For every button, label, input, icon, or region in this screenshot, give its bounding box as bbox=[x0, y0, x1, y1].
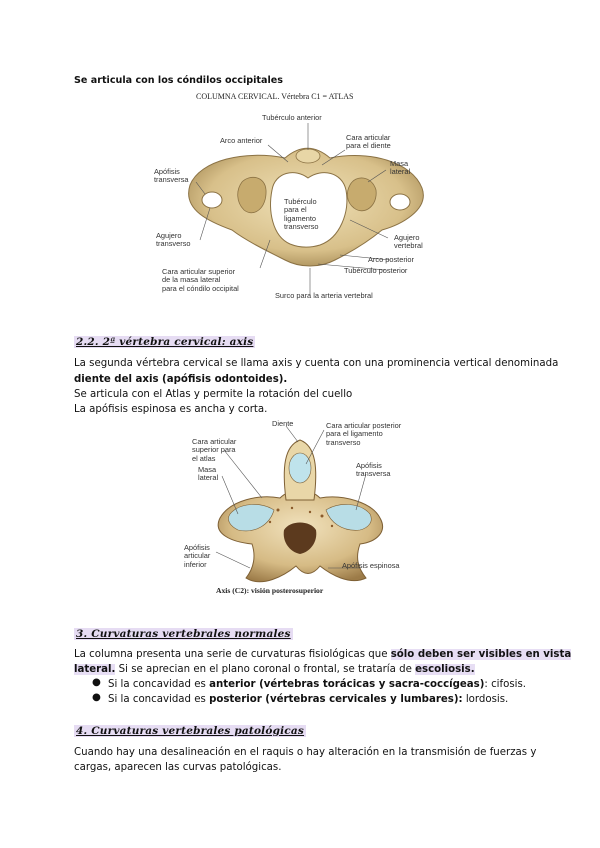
label-cara-articular-superior: Cara articular superior de la masa lateral para el cóndilo occipital bbox=[162, 267, 239, 293]
section-3-p1: La columna presenta una serie de curvaturas fisiológicas que sólo deben ser visibles en vista bbox=[74, 649, 572, 660]
atlas-figure-title: COLUMNA CERVICAL. Vértebra C1 = ATLAS bbox=[196, 92, 354, 101]
section-3-heading: 3. Curvaturas vertebrales normales bbox=[76, 628, 291, 640]
label-tuberculo-posterior: Tubérculo posterior bbox=[344, 266, 408, 275]
intro-line: Se articula con los cóndilos occipitales bbox=[74, 75, 284, 86]
section-2-2-p1a: La segunda vértebra cervical se llama axis y cuenta con una prominencia vertical denominada bbox=[74, 358, 559, 369]
section-4-heading: 4. Curvaturas vertebrales patológicas bbox=[76, 725, 305, 737]
label-agujero-vertebral: Agujero vertebral bbox=[394, 233, 423, 251]
label-cara-articular-diente: Cara articular para el diente bbox=[346, 133, 391, 151]
label-cara-articular-posterior: Cara articular posterior para el ligamento transverso bbox=[326, 421, 402, 447]
label-cara-articular-superior-atlas: Cara articular superior para el atlas bbox=[192, 437, 237, 463]
section-3-bullet-1: Si la concavidad es anterior (vértebras torácicas y sacra-coccígeas): cifosis. bbox=[108, 679, 527, 690]
section-3-bullet-2: Si la concavidad es posterior (vértebras cervicales y lumbares): lordosis. bbox=[108, 694, 509, 705]
axis-figure-caption: Axis (C2): visión posterosuperior bbox=[216, 586, 324, 595]
label-surco-arteria: Surco para la arteria vertebral bbox=[275, 291, 373, 300]
section-2-2-p2: Se articula con el Atlas y permite la rotación del cuello bbox=[74, 389, 353, 400]
label-tuberculo-anterior: Tubérculo anterior bbox=[262, 113, 322, 122]
label-apofisis-transversa-axis: Apófisis transversa bbox=[356, 461, 391, 479]
label-masa-lateral: Masa lateral bbox=[390, 159, 411, 177]
section-4-p2: cargas, aparecen las curvas patológicas. bbox=[74, 762, 282, 773]
bullet-dot: ● bbox=[92, 692, 101, 703]
bullet-dot: ● bbox=[92, 677, 101, 688]
section-2-2-p1b: diente del axis (apófisis odontoides). bbox=[74, 374, 288, 385]
label-agujero-transverso: Agujero transverso bbox=[156, 231, 191, 249]
section-4-p1: Cuando hay una desalineación en el raquis o hay alteración en la transmisión de fuerzas y bbox=[74, 747, 537, 758]
label-masa-lateral-axis: Masa lateral bbox=[198, 465, 219, 483]
label-apofisis-espinosa: Apófisis espinosa bbox=[342, 561, 400, 570]
section-2-2-p3: La apófisis espinosa es ancha y corta. bbox=[74, 404, 268, 415]
axis-figure bbox=[180, 418, 420, 604]
label-arco-posterior: Arco posterior bbox=[368, 255, 415, 264]
label-apofisis-transversa: Apófisis transversa bbox=[154, 167, 189, 185]
label-diente: Diente bbox=[272, 419, 294, 428]
label-arco-anterior: Arco anterior bbox=[220, 136, 263, 145]
section-2-2-heading: 2.2. 2ª vértebra cervical: axis bbox=[76, 336, 254, 348]
label-tuberculo-ligamento: Tubérculo para el ligamento transverso bbox=[284, 197, 319, 232]
label-apofisis-articular-inferior: Apófisis articular inferior bbox=[184, 543, 211, 569]
atlas-figure bbox=[150, 90, 450, 305]
section-3-p2: lateral. Si se aprecian en el plano coronal o frontal, se trataría de escoliosis. bbox=[74, 664, 475, 675]
